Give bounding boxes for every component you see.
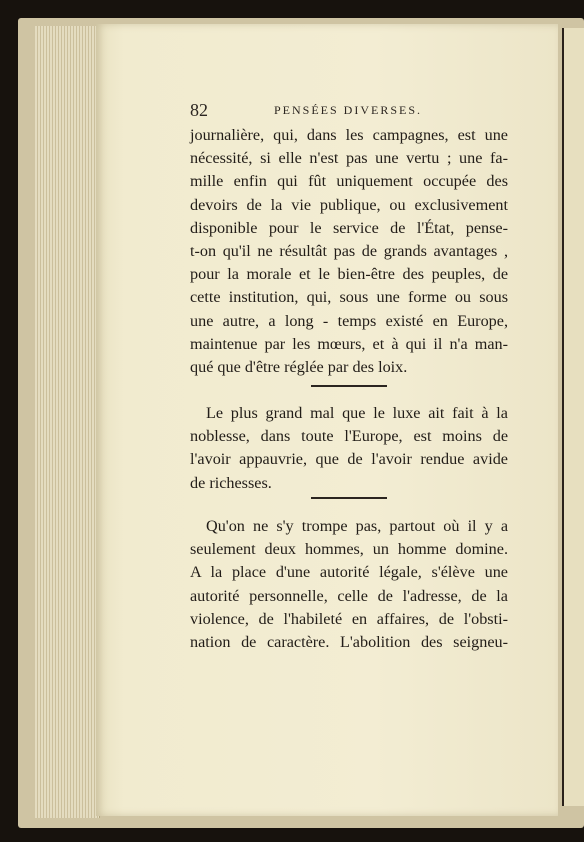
- text-line: l'avoir appauvrie, que de l'avoir rendue avide: [190, 450, 508, 469]
- page-header: [190, 100, 508, 122]
- text-line: Le plus grand mal que le luxe ait fait à la: [206, 404, 508, 422]
- running-head: PENSÉES DIVERSES.: [274, 103, 423, 117]
- paragraph-1: [190, 124, 508, 379]
- text-line: seulement deux hommes, un homme domine.: [190, 540, 508, 559]
- page-number: 82: [190, 100, 208, 120]
- page-edges: [35, 26, 100, 818]
- text-line: Qu'on ne s'y trompe pas, partout où il y a: [206, 517, 508, 535]
- section-divider: [311, 497, 387, 499]
- text-line: qué que d'être réglée par des loix.: [190, 358, 408, 377]
- text-line: une autre, a long - temps existé en Europe,: [190, 311, 508, 330]
- text-line: mille enfin qui fût uniquement occupée des: [190, 172, 508, 191]
- text-line: pour la morale et le bien-être des peuples, de: [190, 265, 508, 284]
- text-line: nécessité, si elle n'est pas une vertu ; une fa-: [190, 149, 508, 168]
- text-line: autorité personnelle, celle de l'adresse, de la: [190, 586, 508, 605]
- text-line: de richesses.: [190, 473, 272, 492]
- paragraph-2: [190, 402, 508, 495]
- text-line: violence, de l'habileté en affaires, de l'obsti-: [190, 609, 508, 628]
- text-line: disponible pour le service de l'État, pense-: [190, 218, 508, 237]
- text-line: noblesse, dans toute l'Europe, est moins de: [190, 427, 508, 446]
- text-line: devoirs de la vie publique, ou exclusivement: [190, 195, 508, 214]
- section-divider: [311, 385, 387, 387]
- paragraph-3: [190, 515, 508, 654]
- text-line: maintenue par les mœurs, et à qui il n'a man-: [190, 334, 508, 353]
- text-line: t-on qu'il ne résultât pas de grands avantages ,: [190, 242, 508, 261]
- text-line: cette institution, qui, sous une forme ou sous: [190, 288, 508, 307]
- text-line: nation de caractère. L'abolition des seigneu-: [190, 633, 508, 652]
- text-line: journalière, qui, dans les campagnes, est une: [190, 126, 508, 144]
- facing-page-edge: [562, 28, 584, 806]
- text-line: A la place d'une autorité légale, s'élève une: [190, 563, 508, 582]
